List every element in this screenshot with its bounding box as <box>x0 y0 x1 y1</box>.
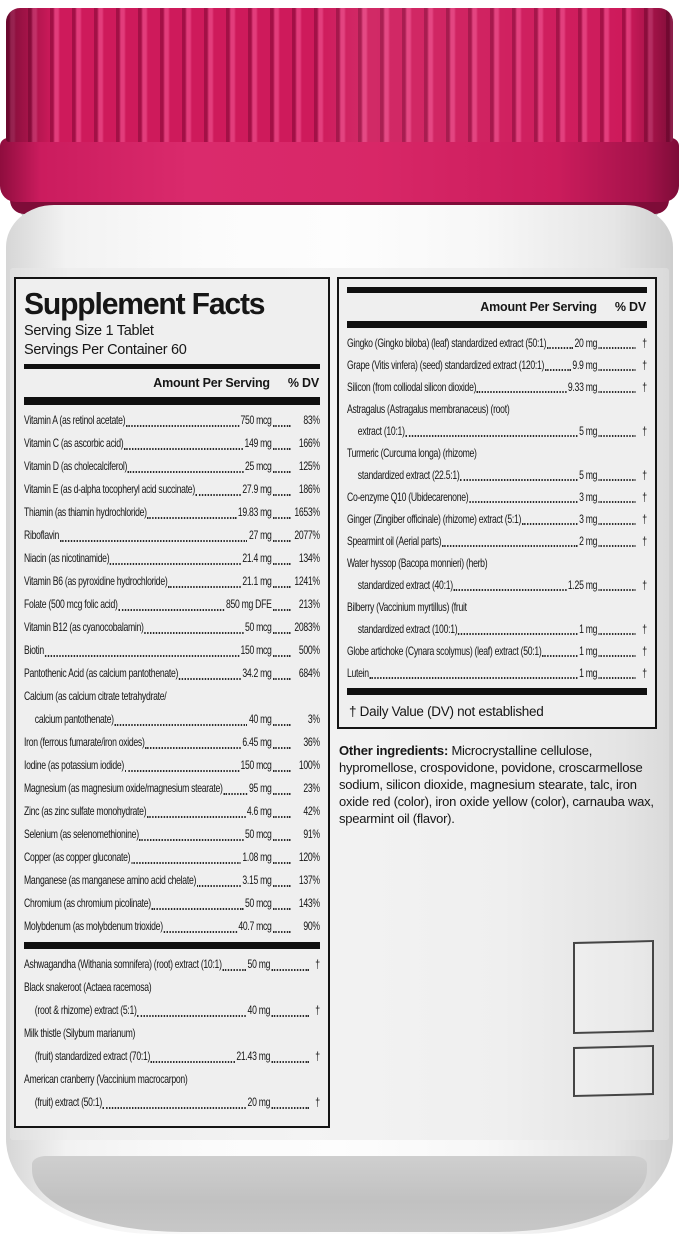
amount-value: 40 mg <box>248 712 272 726</box>
dv-value: 83% <box>303 413 320 427</box>
ingredient-row <box>24 846 320 869</box>
botanical-rows <box>24 953 320 1114</box>
dv-value: † <box>642 666 647 680</box>
amount-value: 20 mg <box>247 1095 271 1109</box>
dv-value: 42% <box>303 804 320 818</box>
amount-value: 1.08 mg <box>242 850 272 864</box>
amount-value: 9.33 mg <box>567 380 598 394</box>
ingredient-row <box>347 530 647 552</box>
dv-value: † <box>315 1003 320 1017</box>
percent-dv-header: % DV <box>614 300 646 314</box>
dv-value: 90% <box>303 919 320 933</box>
amount-value: 850 mg DFE <box>225 597 272 611</box>
ingredient-row <box>24 639 320 662</box>
ingredient-row <box>24 432 320 455</box>
ingredient-name: Astragalus (Astragalus membranaceus) (root) <box>347 402 510 416</box>
ingredient-name-continued: calcium pantothenate) <box>34 712 114 726</box>
amount-per-serving-header: Amount Per Serving <box>153 376 270 390</box>
ingredient-name: Vitamin E (as d-alpha tocopheryl acid succinate) <box>24 482 195 496</box>
ingredient-rows <box>347 332 647 684</box>
ingredient-row <box>347 662 647 684</box>
ingredient-row <box>24 478 320 501</box>
daily-value-footnote: † Daily Value (DV) not established <box>349 704 544 719</box>
amount-value: 4.6 mg <box>246 804 272 818</box>
amount-value: 21.4 mg <box>242 551 272 565</box>
ingredient-name-continued: extract (10:1) <box>357 424 405 438</box>
dv-value: 137% <box>298 873 320 887</box>
serving-size: Serving Size 1 Tablet <box>24 323 154 339</box>
ingredient-row <box>24 1022 320 1068</box>
ingredient-name: Iron (ferrous fumarate/iron oxides) <box>24 735 145 749</box>
ingredient-row <box>347 398 647 442</box>
dv-value: 2077% <box>294 528 320 542</box>
amount-value: 9.9 mg <box>572 358 598 372</box>
amount-value: 150 mcg <box>240 758 272 772</box>
dv-value: † <box>642 622 647 636</box>
amount-value: 6.45 mg <box>242 735 272 749</box>
ingredient-name: Globe artichoke (Cynara scolymus) (leaf) extract (50:1) <box>347 644 542 658</box>
amount-per-serving-header: Amount Per Serving <box>480 300 597 314</box>
divider-bar <box>24 942 320 949</box>
amount-value: 21.43 mg <box>236 1049 271 1063</box>
ingredient-name: Copper (as copper gluconate) <box>24 850 131 864</box>
ingredient-name-continued: standardized extract (22.5:1) <box>357 468 460 482</box>
column-header <box>24 373 320 393</box>
ingredient-name: Gingko (Gingko biloba) (leaf) standardized extract (50:1) <box>347 336 547 350</box>
dv-value: 1241% <box>294 574 320 588</box>
dv-value: 166% <box>298 436 320 450</box>
dv-value: 2083% <box>294 620 320 634</box>
amount-value: 95 mg <box>248 781 272 795</box>
ingredient-row <box>24 953 320 976</box>
dv-value: 125% <box>298 459 320 473</box>
amount-value: 21.1 mg <box>242 574 272 588</box>
ingredient-name: Black snakeroot (Actaea racemosa) <box>24 980 152 994</box>
dv-value: 134% <box>298 551 320 565</box>
dv-value: 143% <box>298 896 320 910</box>
column-header <box>347 297 647 317</box>
ingredient-row <box>24 455 320 478</box>
other-ingredients-label: Other ingredients: <box>339 743 449 758</box>
ingredient-name: Vitamin B6 (as pyroxidine hydrochloride) <box>24 574 168 588</box>
ingredient-row <box>24 915 320 938</box>
dv-value: † <box>642 336 647 350</box>
amount-value: 50 mcg <box>244 896 272 910</box>
ingredient-row <box>24 892 320 915</box>
ingredient-row <box>347 486 647 508</box>
dv-value: † <box>642 512 647 526</box>
dv-value: 36% <box>303 735 320 749</box>
ingredient-row <box>24 524 320 547</box>
percent-dv-header: % DV <box>287 376 319 390</box>
ingredient-name: Molybdenum (as molybdenum trioxide) <box>24 919 163 933</box>
ingredient-name: Iodine (as potassium iodide) <box>24 758 125 772</box>
ingredient-name: Biotin <box>24 643 44 657</box>
dv-value: 91% <box>303 827 320 841</box>
ingredient-row <box>24 869 320 892</box>
dv-value: 1653% <box>294 505 320 519</box>
ingredient-row <box>347 596 647 640</box>
dv-value: † <box>642 424 647 438</box>
ingredient-row <box>347 332 647 354</box>
nutrient-rows <box>24 409 320 938</box>
amount-value: 25 mcg <box>244 459 272 473</box>
dv-value: † <box>315 1049 320 1063</box>
divider-bar <box>347 287 647 293</box>
dv-value: † <box>315 1095 320 1109</box>
ingredient-name: Selenium (as selenomethionine) <box>24 827 139 841</box>
ingredient-name-continued: (root & rhizome) extract (5:1) <box>34 1003 137 1017</box>
ingredient-name: Lutein <box>347 666 369 680</box>
ingredient-name: Turmeric (Curcuma longa) (rhizome) <box>347 446 477 460</box>
ingredient-row <box>24 1068 320 1114</box>
amount-value: 50 mg <box>247 957 271 971</box>
dv-value: 500% <box>298 643 320 657</box>
ingredient-name: Niacin (as nicotinamide) <box>24 551 110 565</box>
cap-ribbed-top <box>6 8 673 142</box>
ingredient-row <box>347 376 647 398</box>
ingredient-name-continued: standardized extract (40:1) <box>357 578 453 592</box>
dv-value: † <box>642 578 647 592</box>
ingredient-name: Silicon (from colliodal silicon dioxide) <box>347 380 477 394</box>
ingredient-name: Co-enzyme Q10 (Ubidecarenone) <box>347 490 469 504</box>
ingredient-name: Calcium (as calcium citrate tetrahydrate/ <box>24 689 167 703</box>
ingredient-row <box>24 616 320 639</box>
ingredient-row <box>347 442 647 486</box>
ingredient-name: Water hyssop (Bacopa monnieri) (herb) <box>347 556 488 570</box>
amount-value: 40 mg <box>247 1003 271 1017</box>
divider-bar <box>24 397 320 405</box>
ingredient-name: Vitamin C (as ascorbic acid) <box>24 436 124 450</box>
divider-bar <box>24 364 320 369</box>
amount-value: 149 mg <box>244 436 272 450</box>
amount-value: 40.7 mcg <box>238 919 272 933</box>
amount-value: 20 mg <box>574 336 598 350</box>
ingredient-name: Ashwagandha (Withania somnifera) (root) extract (10:1) <box>24 957 222 971</box>
ingredient-row <box>24 662 320 685</box>
ingredient-row <box>347 640 647 662</box>
ingredient-row <box>24 800 320 823</box>
ingredient-row <box>24 823 320 846</box>
amount-value: 27.9 mg <box>242 482 272 496</box>
dv-value: 23% <box>303 781 320 795</box>
dv-value: † <box>315 957 320 971</box>
divider-bar <box>347 321 647 328</box>
amount-value: 27 mg <box>248 528 272 542</box>
ingredient-row <box>347 354 647 376</box>
dv-value: 684% <box>298 666 320 680</box>
ingredient-name: Vitamin A (as retinol acetate) <box>24 413 126 427</box>
ingredient-name: Ginger (Zingiber officinale) (rhizome) extract (5:1) <box>347 512 522 526</box>
ingredient-name: Milk thistle (Silybum marianum) <box>24 1026 136 1040</box>
dv-value: † <box>642 468 647 482</box>
ingredient-row <box>347 508 647 530</box>
amount-value: 5 mg <box>579 424 598 438</box>
ingredient-name: Spearmint oil (Aerial parts) <box>347 534 442 548</box>
ingredient-name-continued: (fruit) standardized extract (70:1) <box>34 1049 151 1063</box>
supplement-facts-panel-continued <box>337 277 657 729</box>
ingredient-name: Vitamin B12 (as cyanocobalamin) <box>24 620 144 634</box>
dv-value: † <box>642 490 647 504</box>
ingredient-name: Manganese (as manganese amino acid chelate) <box>24 873 197 887</box>
supplement-facts-panel <box>14 277 330 1128</box>
amount-value: 1.25 mg <box>567 578 598 592</box>
dv-value: † <box>642 380 647 394</box>
cap-skirt <box>0 138 679 202</box>
amount-value: 1 mg <box>579 622 598 636</box>
bottle-base <box>32 1156 647 1232</box>
panel-title: Supplement Facts <box>24 286 265 321</box>
ingredient-row <box>24 685 320 731</box>
ingredient-row <box>24 976 320 1022</box>
dv-value: 120% <box>298 850 320 864</box>
ingredient-row <box>24 547 320 570</box>
ingredient-row <box>24 731 320 754</box>
ingredient-name: Bilberry (Vaccinium myrtillus) (fruit <box>347 600 467 614</box>
ingredient-row <box>24 777 320 800</box>
blank-inset-box-top <box>573 940 654 1034</box>
dv-value: † <box>642 534 647 548</box>
other-ingredients-text: Microcrystalline cellulose, hypromellose, crospovidone, povidone, croscarmellose sodium, silicon dioxide, magnesium stearate, talc, iron oxide red (color), iron oxide yellow (color), carnauba wax, spearmint oil (flavor). <box>339 743 654 826</box>
blank-inset-box-bottom <box>573 1045 654 1097</box>
ingredient-row <box>24 593 320 616</box>
ingredient-name: Folate (500 mcg folic acid) <box>24 597 118 611</box>
amount-value: 1 mg <box>579 644 598 658</box>
ingredient-row <box>24 754 320 777</box>
ingredient-name: Pantothenic Acid (as calcium pantothenate) <box>24 666 179 680</box>
ingredient-name: Magnesium (as magnesium oxide/magnesium stearate) <box>24 781 223 795</box>
dv-value: 213% <box>298 597 320 611</box>
ingredient-name: Vitamin D (as cholecalciferol) <box>24 459 128 473</box>
ingredient-name: Thiamin (as thiamin hydrochloride) <box>24 505 147 519</box>
ingredient-name: Riboflavin <box>24 528 60 542</box>
dv-value: † <box>642 358 647 372</box>
amount-value: 50 mcg <box>244 620 272 634</box>
amount-value: 5 mg <box>579 468 598 482</box>
dv-value: 3% <box>307 712 320 726</box>
amount-value: 1 mg <box>579 666 598 680</box>
ingredient-row <box>24 570 320 593</box>
servings-per-container: Servings Per Container 60 <box>24 342 187 358</box>
dv-value: 100% <box>298 758 320 772</box>
ingredient-name-continued: (fruit) extract (50:1) <box>34 1095 102 1109</box>
amount-value: 750 mcg <box>240 413 272 427</box>
ingredient-row <box>24 409 320 432</box>
ingredient-name-continued: standardized extract (100:1) <box>357 622 458 636</box>
divider-bar <box>347 688 647 695</box>
amount-value: 34.2 mg <box>242 666 272 680</box>
ingredient-row <box>24 501 320 524</box>
amount-value: 3 mg <box>579 512 598 526</box>
ingredient-name: American cranberry (Vaccinium macrocarpon) <box>24 1072 188 1086</box>
amount-value: 2 mg <box>579 534 598 548</box>
other-ingredients <box>339 742 657 827</box>
ingredient-name: Grape (Vitis vinfera) (seed) standardized extract (120:1) <box>347 358 545 372</box>
amount-value: 50 mcg <box>244 827 272 841</box>
amount-value: 3 mg <box>579 490 598 504</box>
dv-value: † <box>642 644 647 658</box>
ingredient-name: Chromium (as chromium picolinate) <box>24 896 151 910</box>
ingredient-name: Zinc (as zinc sulfate monohydrate) <box>24 804 147 818</box>
dv-value: 186% <box>298 482 320 496</box>
ingredient-row <box>347 552 647 596</box>
amount-value: 3.15 mg <box>242 873 272 887</box>
amount-value: 150 mcg <box>240 643 272 657</box>
amount-value: 19.83 mg <box>237 505 272 519</box>
